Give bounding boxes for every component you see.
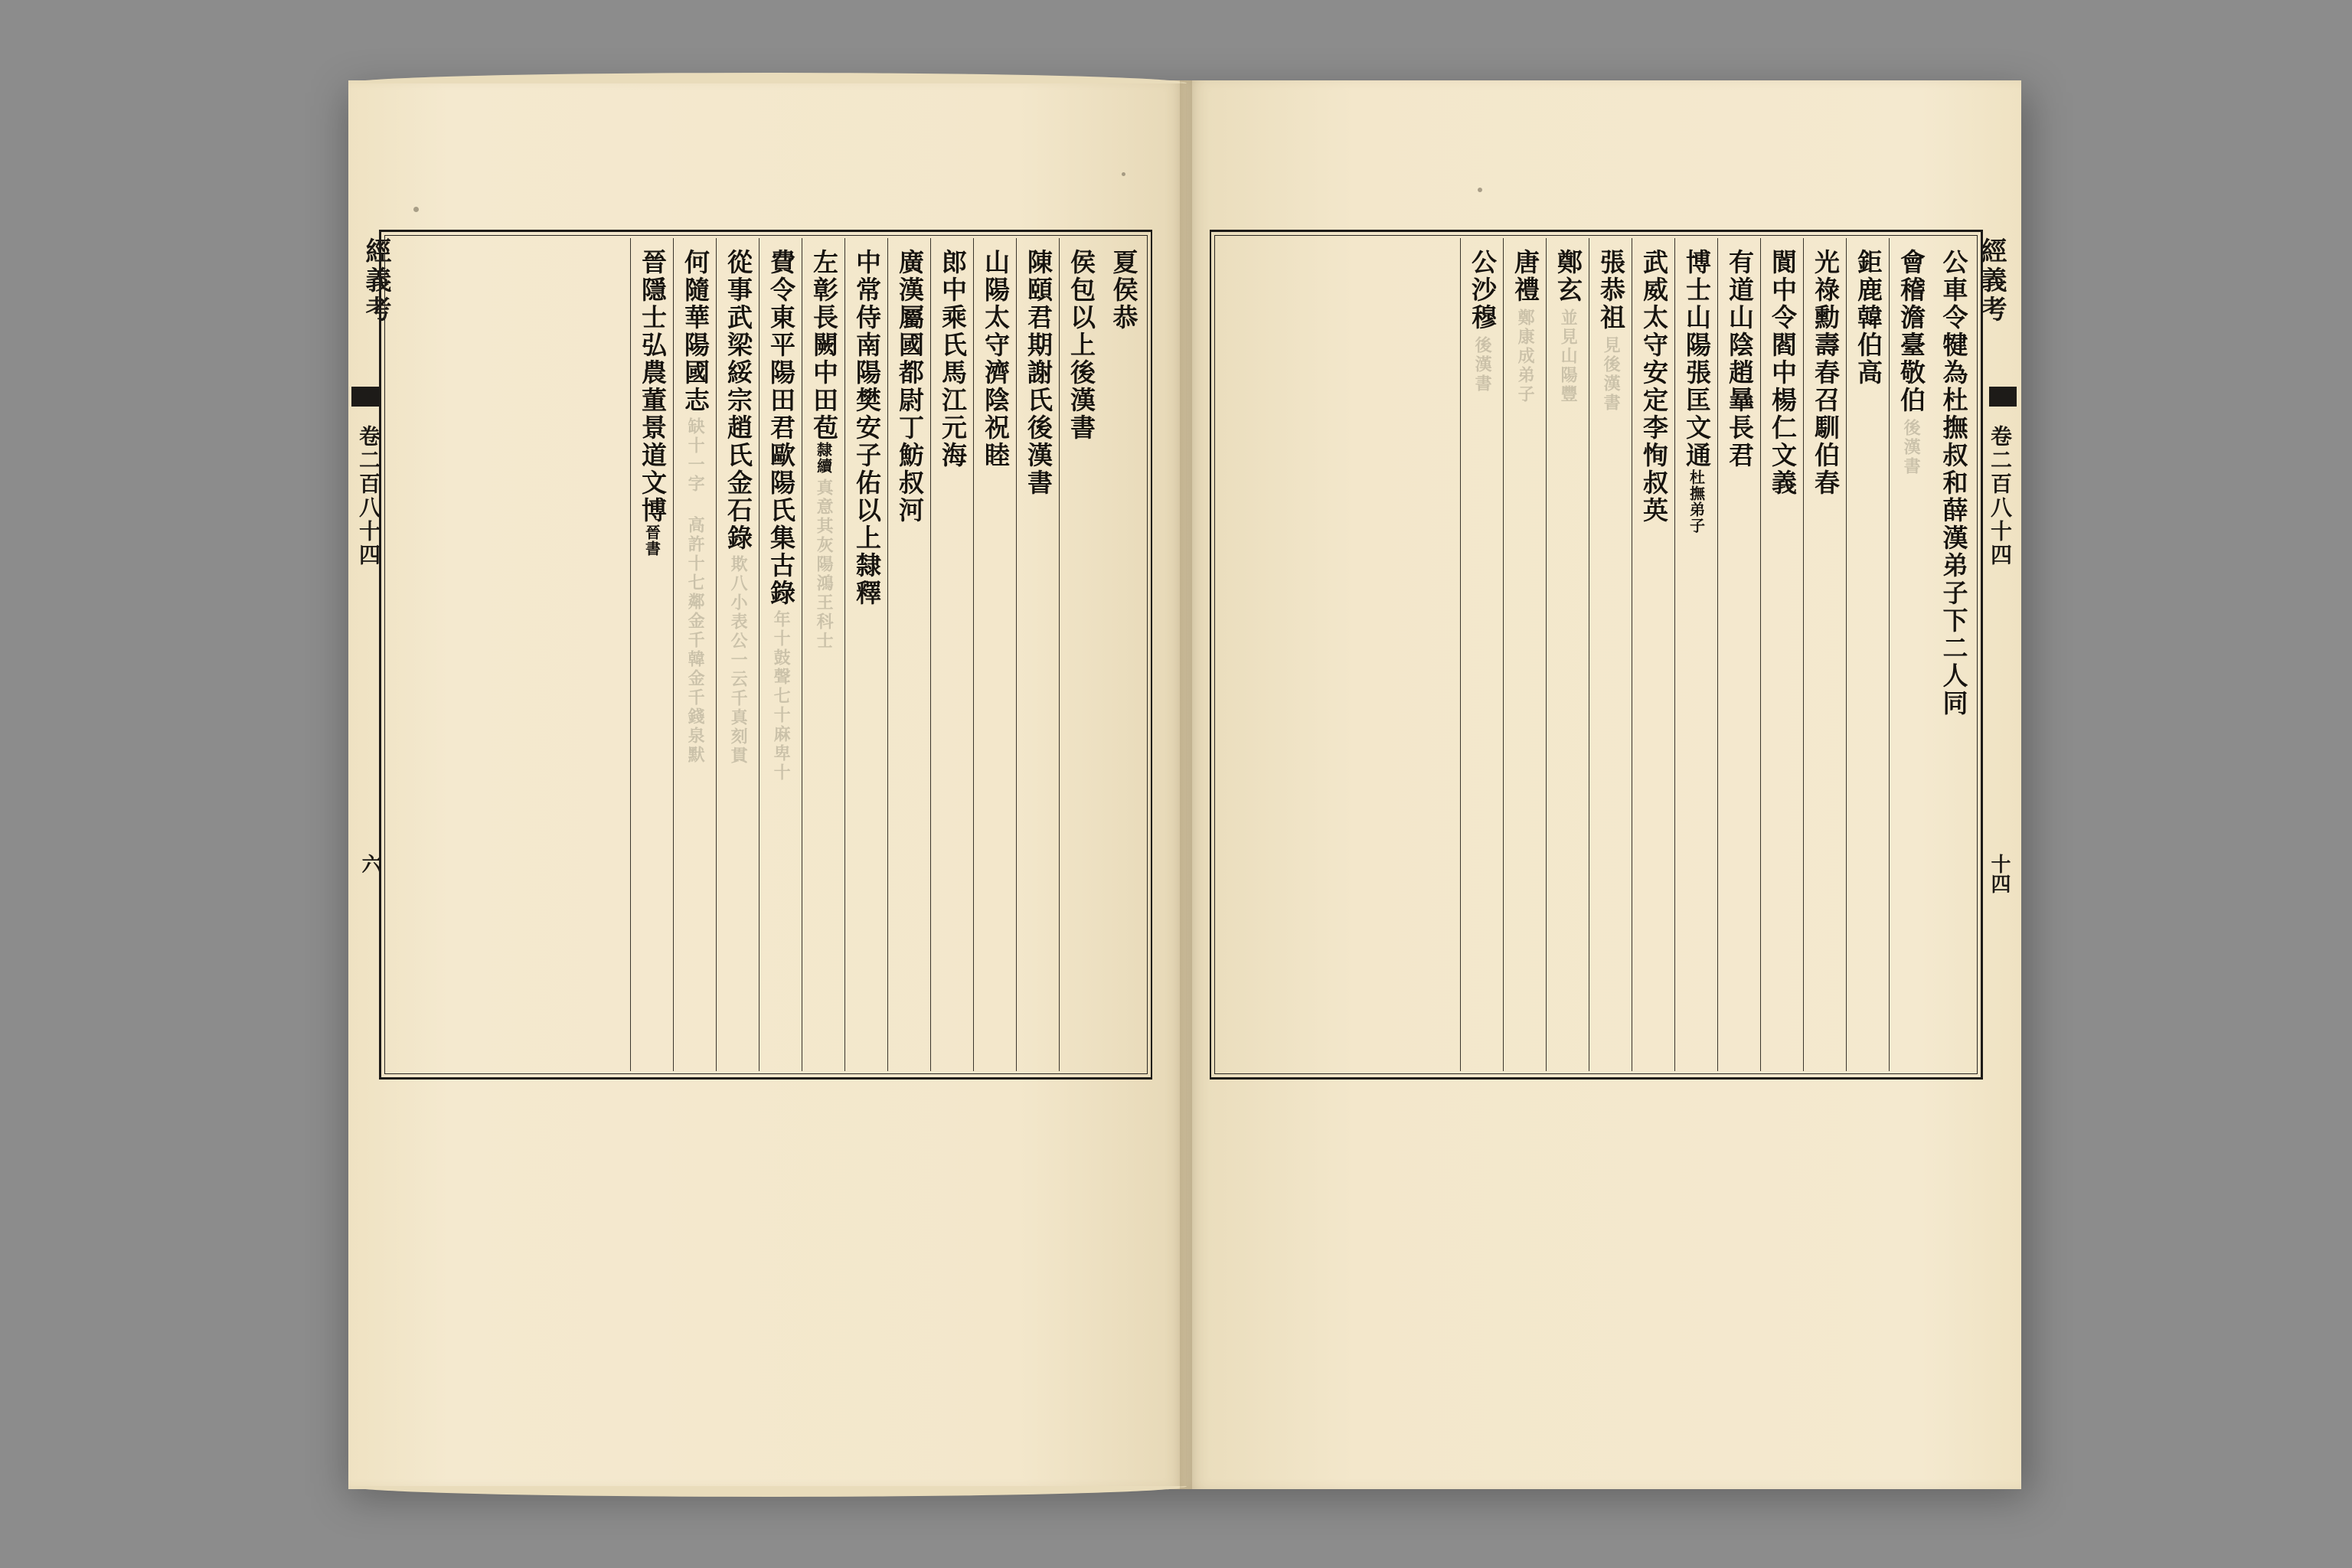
right-page-volume-label: 卷二百八十四 — [1988, 425, 2013, 567]
paper-speck — [1478, 188, 1482, 192]
open-book — [348, 80, 2021, 1489]
column — [930, 238, 973, 1071]
column — [759, 238, 802, 1071]
column — [802, 238, 844, 1071]
column — [1589, 238, 1632, 1071]
column-text: 公沙穆 — [1467, 249, 1498, 332]
column — [673, 238, 716, 1071]
right-page-columns — [1217, 238, 1975, 1071]
column-text: 何隨華陽國志 — [680, 249, 710, 414]
column-annotation: 見後漢書 — [1601, 336, 1622, 413]
column-text: 鄭玄 — [1553, 249, 1583, 304]
right-page — [1187, 80, 2021, 1489]
column-annotation: 鄭康成弟子 — [1515, 309, 1536, 404]
column-subtext: 晉書 — [642, 524, 662, 557]
column-subtext: 杜撫弟子 — [1687, 469, 1706, 534]
column — [1460, 238, 1503, 1071]
paper-speck — [1122, 172, 1125, 176]
right-page-header-title: 經義考 — [1976, 237, 2007, 325]
column — [1846, 238, 1889, 1071]
column-text: 從事武梁綏宗趙氏金石錄 — [723, 249, 753, 552]
column — [630, 238, 673, 1071]
spine-marker — [1989, 387, 2017, 407]
book-gutter — [1180, 80, 1192, 1489]
column-annotation: 後漢書 — [1472, 336, 1493, 394]
column-text: 郎中乘氏馬江元海 — [937, 249, 968, 469]
paper-speck — [413, 207, 419, 212]
column — [1760, 238, 1803, 1071]
left-page-volume-label: 卷二百八十四 — [356, 425, 381, 567]
column-text: 晉隱士弘農董景道文博 — [637, 249, 668, 524]
column-text: 公車令犍為杜撫叔和薛漢弟子下二人同 — [1939, 249, 1969, 717]
spine-marker — [351, 387, 379, 407]
column-annotation: 真意其灰陽鴻王科士 — [814, 479, 835, 651]
column — [887, 238, 930, 1071]
column — [1546, 238, 1589, 1071]
column — [716, 238, 759, 1071]
column-text: 侯包以上後漢書 — [1066, 249, 1096, 442]
left-page-columns — [387, 238, 1145, 1071]
column — [1674, 238, 1717, 1071]
column — [1102, 238, 1145, 1071]
column — [1803, 238, 1846, 1071]
column — [1717, 238, 1760, 1071]
column-text: 廣漢屬國都尉丁魴叔河 — [894, 249, 925, 524]
column — [1016, 238, 1059, 1071]
column-annotation: 欺八小表公一云千真刻貫 — [728, 555, 749, 766]
column-text: 閬中令閻中楊仁文義 — [1767, 249, 1798, 497]
page-edge-top — [348, 73, 1187, 83]
right-page-text-frame — [1210, 230, 1983, 1080]
column — [973, 238, 1016, 1071]
column-text: 光祿勳壽春召馴伯春 — [1810, 249, 1841, 497]
column-text: 陳頤君期謝氏後漢書 — [1023, 249, 1054, 497]
column — [1932, 238, 1975, 1071]
column-text: 會稽澹臺敬伯 — [1896, 249, 1926, 414]
column — [1889, 238, 1932, 1071]
column-text: 山陽太守濟陰祝睦 — [980, 249, 1011, 469]
column-text: 唐禮 — [1510, 249, 1540, 304]
column-subtext: 隸續 — [814, 442, 833, 474]
column-text: 有道山陰趙曅長君 — [1724, 249, 1755, 469]
left-page — [348, 80, 1187, 1489]
left-page-text-frame — [379, 230, 1152, 1080]
right-page-number: 十四 — [1988, 854, 2011, 893]
column-text: 中常侍南陽樊安子佑以上隸釋 — [851, 249, 882, 607]
column — [1503, 238, 1546, 1071]
column-text: 左彰長闕中田苞 — [808, 249, 839, 442]
column-annotation: 年十鼓聲七十麻卑十 — [771, 610, 792, 782]
column-text: 夏侯恭 — [1109, 249, 1139, 332]
column — [1632, 238, 1674, 1071]
left-page-number: 六 — [358, 854, 381, 874]
column-annotation: 並見山陽豐 — [1558, 309, 1579, 404]
left-page-header-title: 經義考 — [361, 237, 391, 325]
column-text: 鉅鹿韓伯高 — [1853, 249, 1883, 387]
column-text: 博士山陽張匡文通 — [1681, 249, 1712, 469]
column-annotation: 後漢書 — [1901, 419, 1922, 476]
column-text: 張恭祖 — [1596, 249, 1626, 332]
column-text: 武威太守安定李恂叔英 — [1638, 249, 1669, 524]
column-annotation: 缺十一字 高許十七鄰金千韓金千錢泉默 — [685, 417, 706, 765]
column — [844, 238, 887, 1071]
column-text: 費令東平陽田君歐陽氏集古錄 — [766, 249, 796, 607]
column — [1059, 238, 1102, 1071]
